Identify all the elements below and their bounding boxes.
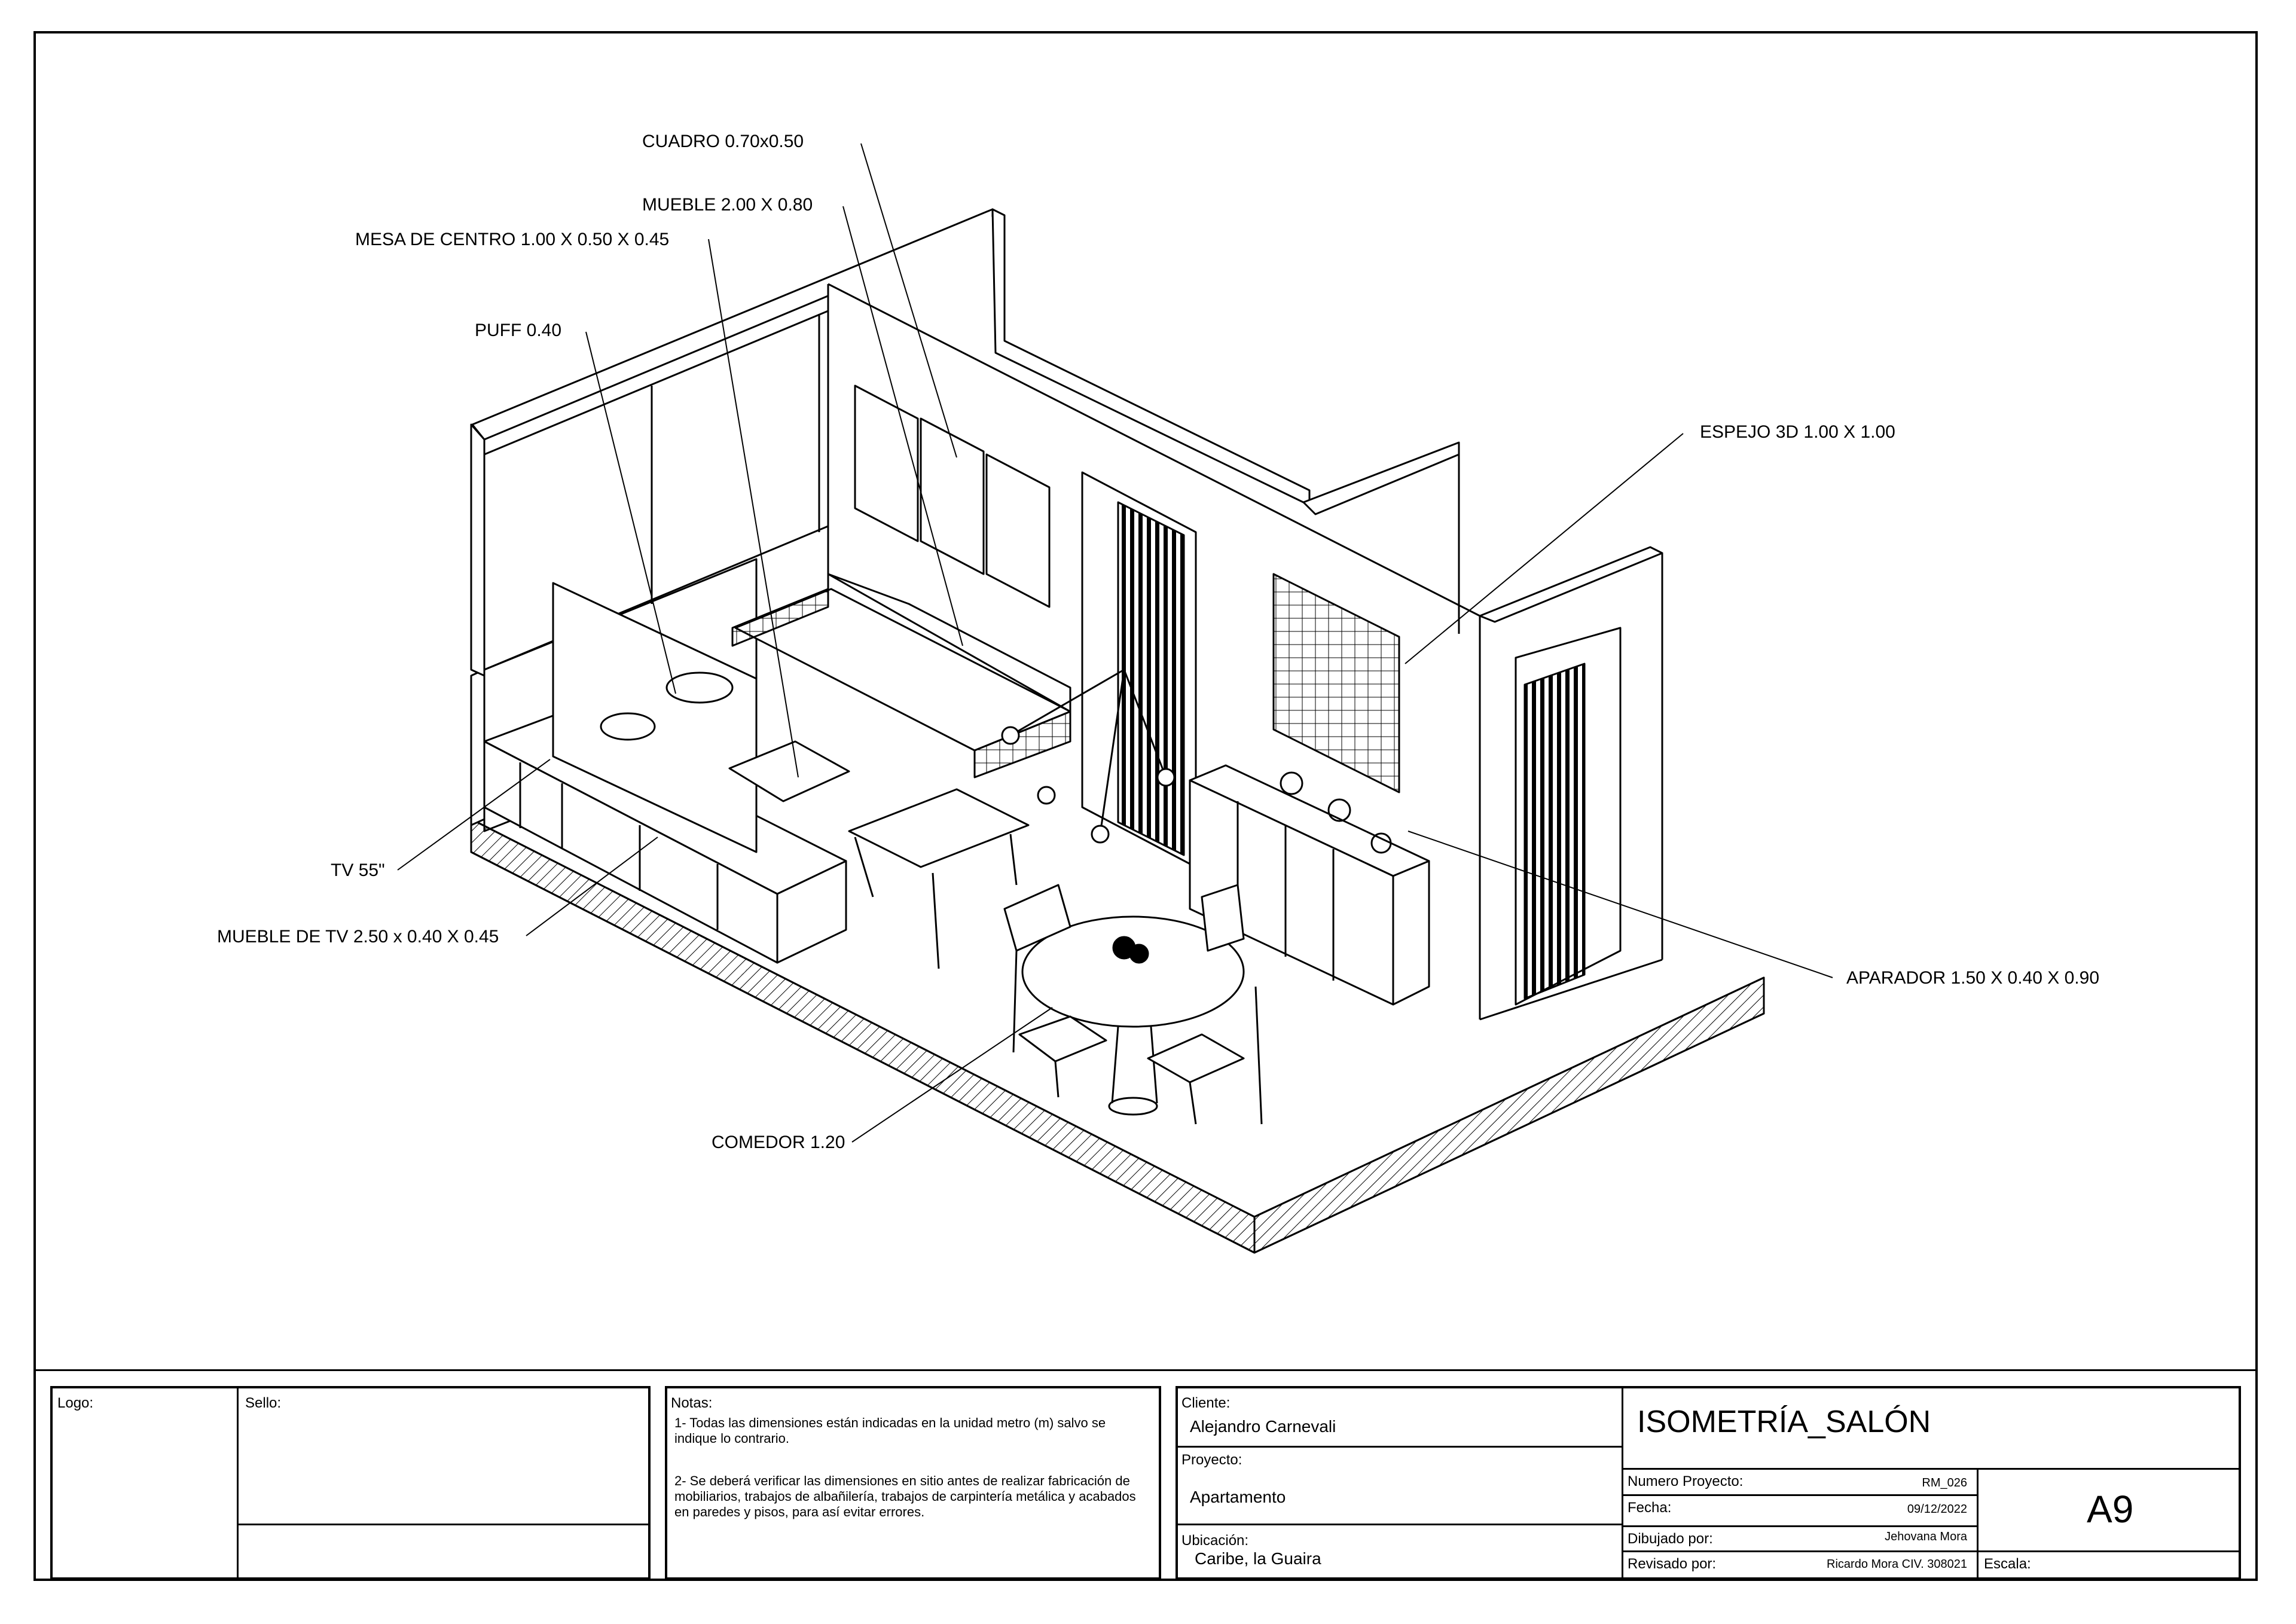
label-mueble: MUEBLE 2.00 X 0.80 bbox=[642, 195, 813, 215]
revisado-label: Revisado por: bbox=[1628, 1556, 1717, 1572]
cliente-value: Alejandro Carnevali bbox=[1190, 1417, 1336, 1436]
label-mesa-de-centro: MESA DE CENTRO 1.00 X 0.50 X 0.45 bbox=[355, 230, 670, 249]
label-tv: TV 55" bbox=[331, 860, 385, 880]
label-espejo: ESPEJO 3D 1.00 X 1.00 bbox=[1700, 422, 1895, 442]
escala-label: Escala: bbox=[1984, 1556, 2031, 1572]
title-block-divider bbox=[33, 1369, 2258, 1371]
cliente-label: Cliente: bbox=[1181, 1395, 1231, 1411]
note-2: 2- Se deberá verificar las dimensiones en sitio antes de realizar fabricación de mobiliarios, trabajos de albañilería, trabajos de carpintería metálica y acabados en paredes y pisos, para así evitar errores. bbox=[674, 1473, 1136, 1519]
proyecto-value: Apartamento bbox=[1190, 1488, 1286, 1506]
revisado-value: Ricardo Mora CIV. 308021 bbox=[1827, 1558, 1967, 1571]
label-cuadro: CUADRO 0.70x0.50 bbox=[642, 132, 804, 151]
sheet-number: A9 bbox=[2087, 1488, 2134, 1531]
proyecto-label: Proyecto: bbox=[1181, 1452, 1242, 1468]
note-1: 1- Todas las dimensiones están indicadas en la unidad metro (m) salvo se indique lo contrario. bbox=[674, 1415, 1106, 1446]
numero-proyecto-label: Numero Proyecto: bbox=[1628, 1473, 1744, 1489]
logo-sello-box bbox=[50, 1386, 651, 1580]
fecha-label: Fecha: bbox=[1628, 1500, 1672, 1516]
ubicacion-label: Ubicación: bbox=[1181, 1533, 1249, 1549]
fecha-value: 09/12/2022 bbox=[1907, 1503, 1967, 1516]
dibujado-value: Jehovana Mora bbox=[1885, 1530, 1967, 1543]
label-aparador: APARADOR 1.50 X 0.40 X 0.90 bbox=[1846, 968, 2100, 988]
logo-label: Logo: bbox=[57, 1395, 94, 1411]
dibujado-label: Dibujado por: bbox=[1628, 1531, 1713, 1547]
label-mueble-de-tv: MUEBLE DE TV 2.50 x 0.40 X 0.45 bbox=[217, 927, 499, 947]
numero-proyecto-value: RM_026 bbox=[1922, 1476, 1967, 1489]
sheet-title: ISOMETRÍA_SALÓN bbox=[1637, 1405, 1931, 1439]
sello-label: Sello: bbox=[245, 1395, 282, 1411]
notes-label: Notas: bbox=[671, 1395, 713, 1411]
ubicacion-value: Caribe, la Guaira bbox=[1195, 1549, 1321, 1568]
label-puff: PUFF 0.40 bbox=[475, 320, 562, 340]
label-comedor: COMEDOR 1.20 bbox=[712, 1132, 845, 1152]
